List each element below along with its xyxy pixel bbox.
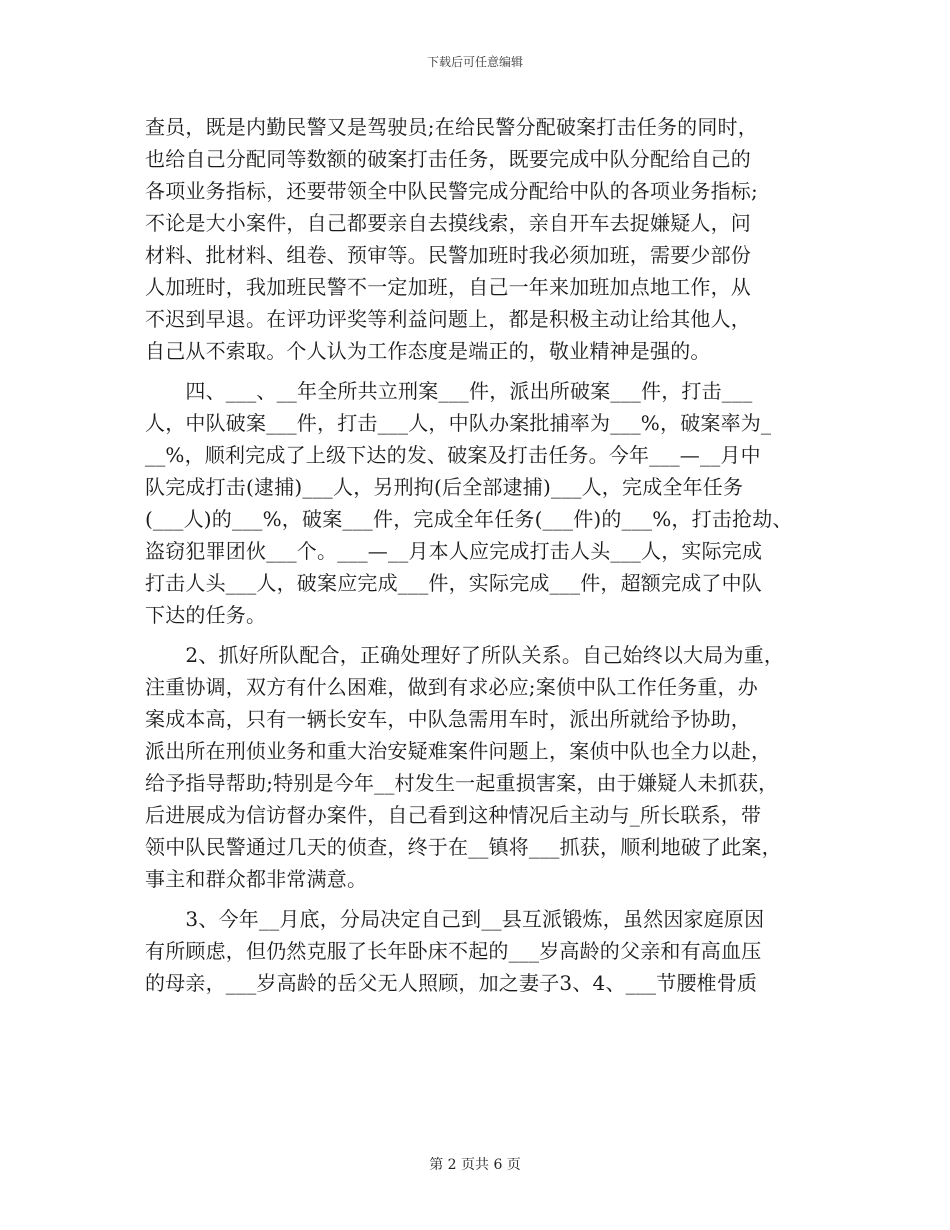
paragraph-gap: [145, 631, 815, 639]
text-line: 有所顾虑，但仍然克服了长年卧床不起的___岁高龄的父亲和有高血压: [145, 939, 762, 963]
text-line: 盗窃犯罪团伙___个。___—__月本人应完成打击人头___人，实际完成: [145, 539, 763, 563]
text-line: 查员，既是内勤民警又是驾驶员;在给民警分配破案打击任务的同时，: [145, 115, 758, 139]
text-line: 四、___、__年全所共立刑案___件，派出所破案___件，打击___: [145, 379, 753, 403]
paragraph-gap: [145, 367, 815, 375]
text-line: 也给自己分配同等数额的破案打击任务，既要完成中队分配给自己的: [145, 147, 751, 171]
text-line: 下达的任务。: [145, 603, 267, 627]
text-line: 不迟到早退。在评功评奖等利益问题上，都是积极主动让给其他人，: [145, 307, 751, 331]
text-line: 2、抓好所队配合，正确处理好了所队关系。自己始终以大局为重，: [145, 643, 785, 667]
text-line: 派出所在刑侦业务和重大治安疑难案件问题上，案侦中队也全力以赴，: [145, 739, 772, 763]
text-line: 领中队民警通过几天的侦查，终于在__镇将___抓获，顺利地破了此案，: [145, 835, 782, 859]
text-line: 注重协调，双方有什么困难，做到有求必应;案侦中队工作任务重，办: [145, 675, 758, 699]
text-line: 人加班时，我加班民警不一定加班，自己一年来加班加点地工作，从: [145, 275, 751, 299]
paragraph-4: [145, 903, 815, 999]
text-line: 案成本高，只有一辆长安车，中队急需用车时，派出所就给予协助，: [145, 707, 751, 731]
paragraph-1: [145, 111, 815, 367]
text-line: 打击人头___人，破案应完成___件，实际完成___件，超额完成了中队: [145, 571, 762, 595]
text-line: 材料、批材料、组卷、预审等。民警加班时我必须加班，需要少部份: [145, 243, 751, 267]
text-line: 的母亲，___岁高龄的岳父无人照顾，加之妻子3、4、___节腰椎骨质: [145, 971, 758, 995]
text-line: 给予指导帮助;特别是今年__村发生一起重损害案，由于嫌疑人未抓获，: [145, 771, 779, 795]
document-body: [145, 111, 815, 999]
text-line: __%，顺利完成了上级下达的发、破案及打击任务。今年___—__月中: [145, 443, 761, 467]
page-header: 下载后可任意编辑: [426, 55, 523, 69]
text-line: (___人)的___%，破案___件，完成全年任务(___件)的___%，打击抢劫、: [145, 507, 793, 531]
page-number: 第 2 页共 6 页: [429, 1157, 521, 1173]
text-line: 后进展成为信访督办案件，自己看到这种情况后主动与_所长联系，带: [145, 803, 762, 827]
text-line: 人，中队破案___件，打击___人，中队办案批捕率为___%，破案率为_: [145, 411, 772, 435]
text-line: 事主和群众都非常满意。: [145, 867, 368, 891]
text-line: 各项业务指标，还要带领全中队民警完成分配给中队的各项业务指标;: [145, 179, 758, 203]
text-line: 3、今年__月底，分局决定自己到__县互派锻炼，虽然因家庭原因: [145, 907, 765, 931]
paragraph-2: [145, 375, 815, 631]
paragraph-3: [145, 639, 815, 895]
text-line: 自己从不索取。个人认为工作态度是端正的，敬业精神是强的。: [145, 339, 711, 363]
text-line: 不论是大小案件，自己都要亲自去摸线索，亲自开车去捉嫌疑人，问: [145, 211, 751, 235]
paragraph-gap: [145, 895, 815, 903]
text-line: 队完成打击(逮捕)___人，另刑拘(后全部逮捕)___人，完成全年任务: [145, 475, 744, 499]
